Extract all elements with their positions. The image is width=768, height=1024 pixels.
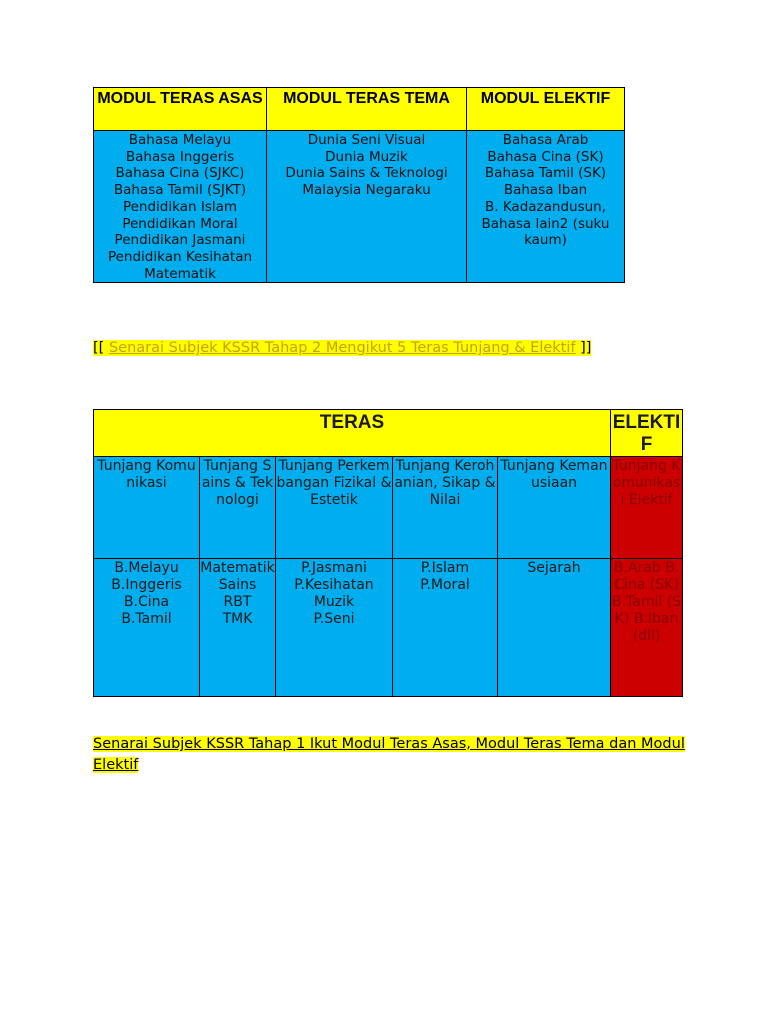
header-modul-teras-asas: MODUL TERAS ASAS [94,88,267,131]
list-item: B. Kadazandusun, Bahasa lain2 (suku kaum) [481,198,610,249]
list-item: Bahasa Inggeris [125,148,235,165]
header-teras: TERAS [94,410,611,457]
list-item: TMK [222,611,253,627]
list-item: Dunia Sains & Teknologi [285,165,448,182]
cell-sains-subjects [200,559,276,697]
table-modul-kssr-tahap1 [93,87,625,283]
list-item: Sains [218,577,257,593]
list-item: Bahasa Iban [503,182,588,199]
list-item: RBT [223,594,252,610]
cell-fizikal-subjects [276,559,393,697]
header-tunjang-komunikasi: Tunjang Komunikasi [94,457,200,559]
cell-elektif-list [467,131,625,283]
cell-teras-asas-list [94,131,267,283]
list-item: P.Seni [313,611,355,627]
table-teras-tunjang-tahap2 [93,409,683,697]
list-item: Bahasa Arab [502,132,589,148]
list-item: Malaysia Negaraku [302,182,431,199]
header-tunjang-komunikasi-elektif: Tunjang Komunikasi Elektif [611,457,683,559]
list-item: Bahasa Cina (SJKC) [115,165,245,182]
list-item: B.Inggeris [111,577,182,593]
list-item: Matematik [144,265,216,282]
list-item: Pendidikan Jasmani [114,232,246,249]
cell-komunikasi-subjects [94,559,200,697]
list-item: Dunia Seni Visual [307,132,426,148]
list-item: Bahasa Tamil (SJKT) [113,182,247,199]
list-item: Dunia Muzik [325,148,408,165]
caption-kssr-tahap1 [93,734,693,776]
header-tunjang-perkembangan-fizikal: Tunjang Perkembangan Fizikal & Estetik [276,457,393,559]
list-item: Bahasa Cina (SK) [487,148,604,165]
header-tunjang-kerohanian: Tunjang Kerohanian, Sikap & Nilai [393,457,498,559]
list-item: Matematik [200,560,275,576]
list-item: Bahasa Melayu [128,132,232,148]
cell-teras-tema-list [267,131,467,283]
list-item: Sejarah [527,560,581,576]
header-tunjang-sains-teknologi: Tunjang Sains & Teknologi [200,457,276,559]
list-item: P.Kesihatan [294,577,374,593]
cell-elektif-subjects: B.Arab B.Cina (SK) B.Tamil (SK) B.Iban (dll) [611,559,683,697]
bracket-close: ]] [575,340,592,356]
list-item: B.Cina [123,594,170,610]
header-tunjang-kemanusiaan: Tunjang Kemanusiaan [498,457,611,559]
list-item: Pendidikan Kesihatan [107,248,253,265]
list-item: Pendidikan Islam [122,198,238,215]
list-item: Muzik [313,594,355,610]
caption-text: Senarai Subjek KSSR Tahap 1 Ikut Modul Teras Asas, Modul Teras Tema dan Modul Elektif [93,736,685,773]
list-item: P.Moral [420,577,470,593]
bracket-open: [[ [93,340,109,356]
cell-kemanusiaan-subjects [498,559,611,697]
header-modul-elektif: MODUL ELEKTIF [467,88,625,131]
list-item: Pendidikan Moral [122,215,238,232]
kssr-tahap2-link[interactable]: Senarai Subjek KSSR Tahap 2 Mengikut 5 Teras Tunjang & Elektif [108,340,576,356]
list-item: Bahasa Tamil (SK) [484,165,607,182]
link-paragraph [93,338,633,359]
list-item: B.Melayu [114,560,179,576]
header-elektif: ELEKTIF [611,410,683,457]
list-item: P.Jasmani [301,560,367,576]
list-item: P.Islam [420,560,470,576]
cell-kerohanian-subjects [393,559,498,697]
list-item: B.Tamil [121,611,172,627]
header-modul-teras-tema: MODUL TERAS TEMA [267,88,467,131]
